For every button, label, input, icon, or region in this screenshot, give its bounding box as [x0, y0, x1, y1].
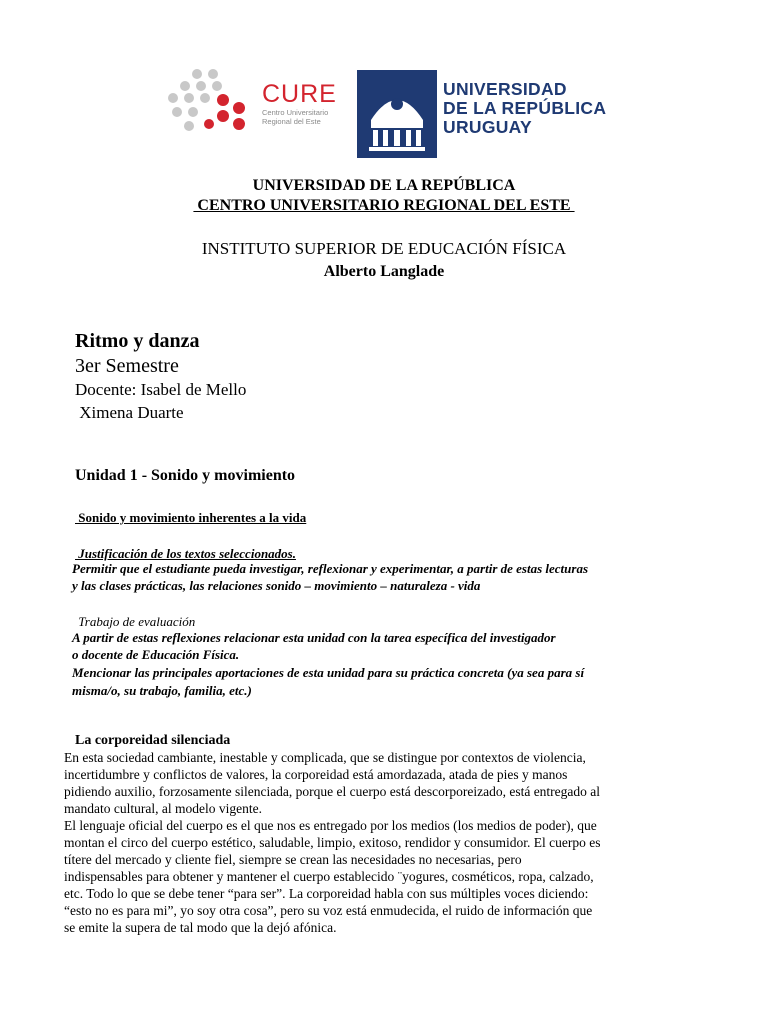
body-line: mandato cultural, al modelo vigente.: [64, 801, 262, 816]
course-semester: 3er Semestre: [75, 355, 179, 377]
center-title: CENTRO UNIVERSITARIO REGIONAL DEL ESTE: [193, 197, 575, 214]
evaluation-line: o docente de Educación Física.: [72, 647, 240, 662]
body-line: etc. Todo lo que se debe tener “para ser”. La corporeidad habla con sus múltiples voces diciendo:: [64, 886, 589, 901]
justification-title: Justificación de los textos seleccionados.: [75, 546, 296, 561]
unit-heading: Unidad 1 - Sonido y movimiento: [75, 467, 296, 484]
cure-dots-logo-icon: [165, 68, 255, 140]
body-line: “esto no es para mi”, yo soy otra cosa”, pero su voz está enmudecida, el ruido de información que: [64, 903, 593, 918]
evaluation-line: misma/o, su trabajo, familia, etc.): [72, 683, 252, 698]
section-body: [64, 749, 600, 936]
evaluation-line: A partir de estas reflexiones relacionar esta unidad con la tarea específica del investigador: [72, 630, 556, 645]
evaluation-line: Mencionar las principales aportaciones de esta unidad para su práctica concreta (ya sea para sí: [72, 665, 585, 680]
body-line: indispensables para obtener y mantener el cuerpo establecido ¨yogures, cosméticos, ropa, calzado,: [64, 869, 594, 884]
section-title: La corporeidad silenciada: [75, 733, 231, 748]
unit-subheading: Sonido y movimiento inherentes a la vida: [75, 510, 307, 525]
evaluation-title: Trabajo de evaluación: [75, 614, 196, 629]
body-line: En esta sociedad cambiante, inestable y complicada, que se distingue por contextos de violencia,: [64, 750, 586, 765]
justification-line: Permitir que el estudiante pueda investigar, reflexionar y experimentar, a partir de estas lecturas: [72, 561, 589, 576]
course-teacher-second: Ximena Duarte: [75, 403, 184, 422]
body-line: títere del mercado y cliente fiel, siempre se crean las necesidades no necesarias, pero: [64, 852, 522, 867]
udelar-name-logo: UNIVERSIDAD DE LA REPÚBLICA URUGUAY: [443, 79, 607, 137]
course-name: Ritmo y danza: [75, 330, 200, 352]
udelar-crest-icon: [357, 70, 437, 158]
body-line: se emite la supera de tal modo que la dejó afónica.: [64, 920, 337, 935]
cure-logo-text: CURE: [262, 80, 337, 108]
institute-title: INSTITUTO SUPERIOR DE EDUCACIÓN FÍSICA: [201, 239, 567, 258]
course-teacher: Docente: Isabel de Mello: [75, 380, 247, 399]
body-line: incertidumbre y conflictos de valores, la corporeidad está amordazada, atada de pies y manos: [64, 767, 568, 782]
justification-line: y las clases prácticas, las relaciones sonido – movimiento – naturaleza - vida: [72, 578, 481, 593]
body-line: montan el circo del cuerpo estético, saludable, limpio, exitoso, rendidor y consumidor. El cuerpo es: [64, 835, 601, 850]
body-line: El lenguaje oficial del cuerpo es el que nos es entregado por los medios (los medios de poder), que: [64, 818, 597, 833]
university-title: UNIVERSIDAD DE LA REPÚBLICA: [252, 177, 516, 194]
body-line: pidiendo auxilio, forzosamente silenciada, porque el cuerpo está descorporeizado, está entregado al: [64, 784, 601, 799]
header-logos: [0, 0, 768, 160]
cure-logo-subtitle: Centro Universitario Regional del Este: [262, 108, 329, 126]
institute-name: Alberto Langlade: [323, 263, 445, 280]
